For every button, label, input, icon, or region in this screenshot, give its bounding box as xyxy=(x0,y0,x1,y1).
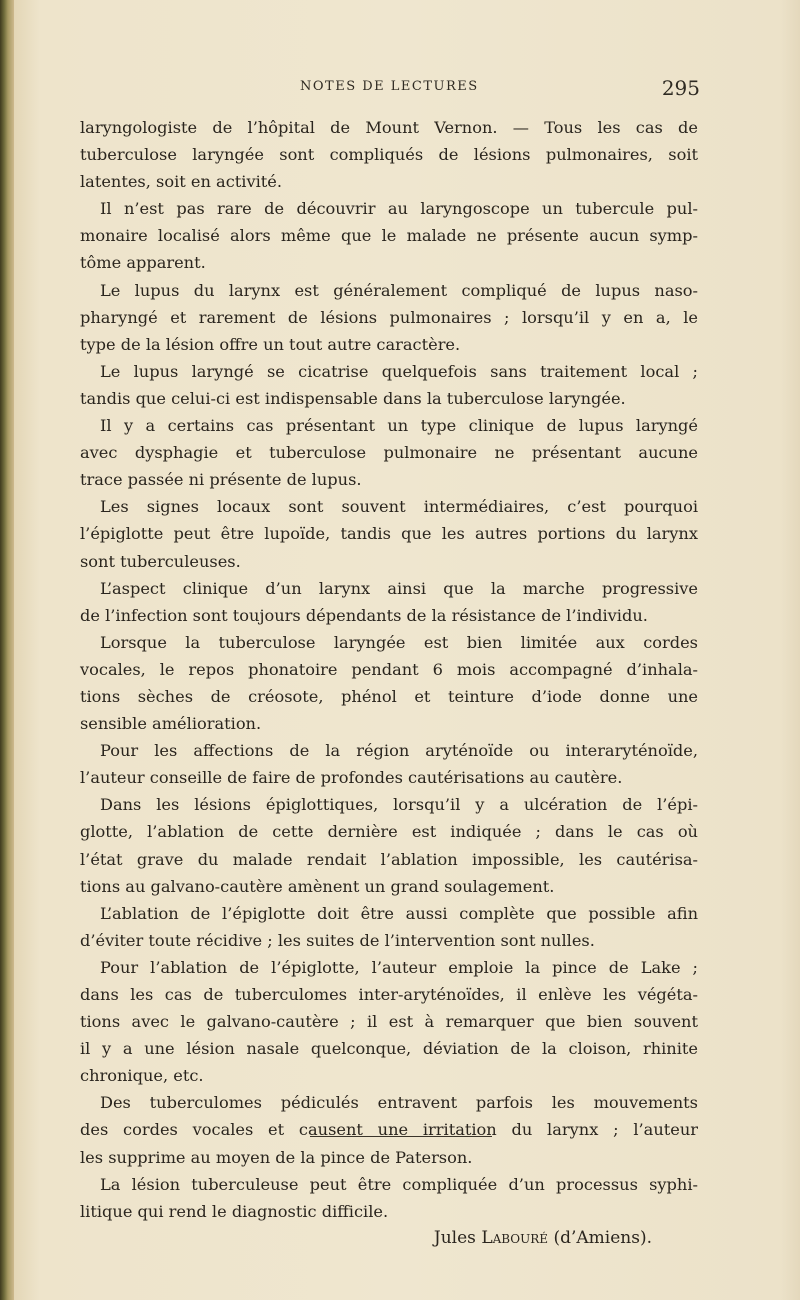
author-last-name: Labouré xyxy=(481,1227,549,1248)
text-line: de l’infection sont toujours dépendants de la résistance de l’individu. xyxy=(80,605,648,625)
text-line: tuberculose laryngée sont compliqués de lésions pulmonaires, soit xyxy=(80,145,698,165)
text-line: les supprime au moyen de la pince de Paterson. xyxy=(80,1147,473,1167)
text-line: vocales, le repos phonatoire pendant 6 mois accompagné d’inhala- xyxy=(80,659,698,679)
running-header xyxy=(80,76,700,100)
text-line: des cordes vocales et causent une irritation du larynx ; l’auteur xyxy=(80,1120,698,1140)
text-line: Les signes locaux sont souvent intermédiaires, c’est pourquoi xyxy=(100,497,698,517)
text-line: pharyngé et rarement de lésions pulmonaires ; lorsqu’il y en a, le xyxy=(80,307,698,327)
text-line: tions au galvano-cautère amènent un grand soulagement. xyxy=(80,876,555,896)
text-line: sensible amélioration. xyxy=(80,714,262,734)
text-line: litique qui rend le diagnostic difficile. xyxy=(80,1201,389,1221)
text-line: trace passée ni présente de lupus. xyxy=(80,470,362,490)
text-line: d’éviter toute récidive ; les suites de l’intervention sont nulles. xyxy=(80,930,595,950)
text-line: glotte, l’ablation de cette dernière est indiquée ; dans le cas où xyxy=(80,822,698,842)
text-line: sont tuberculeuses. xyxy=(80,551,241,571)
text-line: L’ablation de l’épiglotte doit être aussi complète que possible afin xyxy=(100,903,698,923)
text-line: il y a une lésion nasale quelconque, déviation de la cloison, rhinite xyxy=(80,1039,698,1059)
text-line: avec dysphagie et tuberculose pulmonaire ne présentant aucune xyxy=(80,443,698,463)
text-line: chronique, etc. xyxy=(80,1066,204,1086)
text-line: dans les cas de tuberculomes inter-aryténoïdes, il enlève les végéta- xyxy=(80,985,698,1004)
text-line: laryngologiste de l’hôpital de Mount Vernon. — Tous les cas de xyxy=(80,118,698,137)
author-first-name: Jules xyxy=(433,1227,476,1248)
text-line: l’auteur conseille de faire de profondes cautérisations au cautère. xyxy=(80,768,623,788)
text-line: Le lupus laryngé se cicatrise quelquefois sans traitement local ; xyxy=(100,361,698,381)
text-line: latentes, soit en activité. xyxy=(80,172,283,192)
text-line: Dans les lésions épiglottiques, lorsqu’il y a ulcération de l’épi- xyxy=(100,795,698,815)
text-line: L’aspect clinique d’un larynx ainsi que la marche progressive xyxy=(100,578,698,598)
text-line: tions avec le galvano-cautère ; il est à remarquer que bien souvent xyxy=(80,1012,698,1032)
text-line: l’épiglotte peut être lupoïde, tandis que les autres portions du larynx xyxy=(80,524,698,544)
text-line: Lorsque la tuberculose laryngée est bien limitée aux cordes xyxy=(100,632,698,652)
text-line: Pour les affections de la région aryténoïde ou interaryténoïde, xyxy=(100,741,698,761)
text-line: Pour l’ablation de l’épiglotte, l’auteur emploie la pince de Lake ; xyxy=(100,957,698,977)
text-line: La lésion tuberculeuse peut être compliquée d’un processus syphi- xyxy=(100,1174,698,1194)
author-signature xyxy=(80,1225,698,1252)
text-line: Il n’est pas rare de découvrir au laryngoscope un tubercule pul- xyxy=(100,199,698,219)
author-place: (d’Amiens). xyxy=(553,1227,652,1248)
text-line: l’état grave du malade rendait l’ablation impossible, les cautérisa- xyxy=(80,849,698,869)
running-title: NOTES DE LECTURES xyxy=(300,79,479,94)
text-line: tôme apparent. xyxy=(80,253,206,273)
text-line: monaire localisé alors même que le malade ne présente aucun symp- xyxy=(80,226,698,246)
section-end-rule xyxy=(310,1136,492,1137)
text-line: tions sèches de créosote, phénol et teinture d’iode donne une xyxy=(80,686,698,706)
article-body xyxy=(80,114,698,1252)
text-line: tandis que celui-ci est indispensable dans la tuberculose laryngée. xyxy=(80,388,626,408)
text-line: Il y a certains cas présentant un type clinique de lupus laryngé xyxy=(100,416,698,436)
text-line: Des tuberculomes pédiculés entravent parfois les mouvements xyxy=(100,1093,698,1113)
text-line: type de la lésion offre un tout autre caractère. xyxy=(80,334,461,354)
page-number: 295 xyxy=(661,76,700,100)
text-line: Le lupus du larynx est généralement compliqué de lupus naso- xyxy=(100,280,698,300)
